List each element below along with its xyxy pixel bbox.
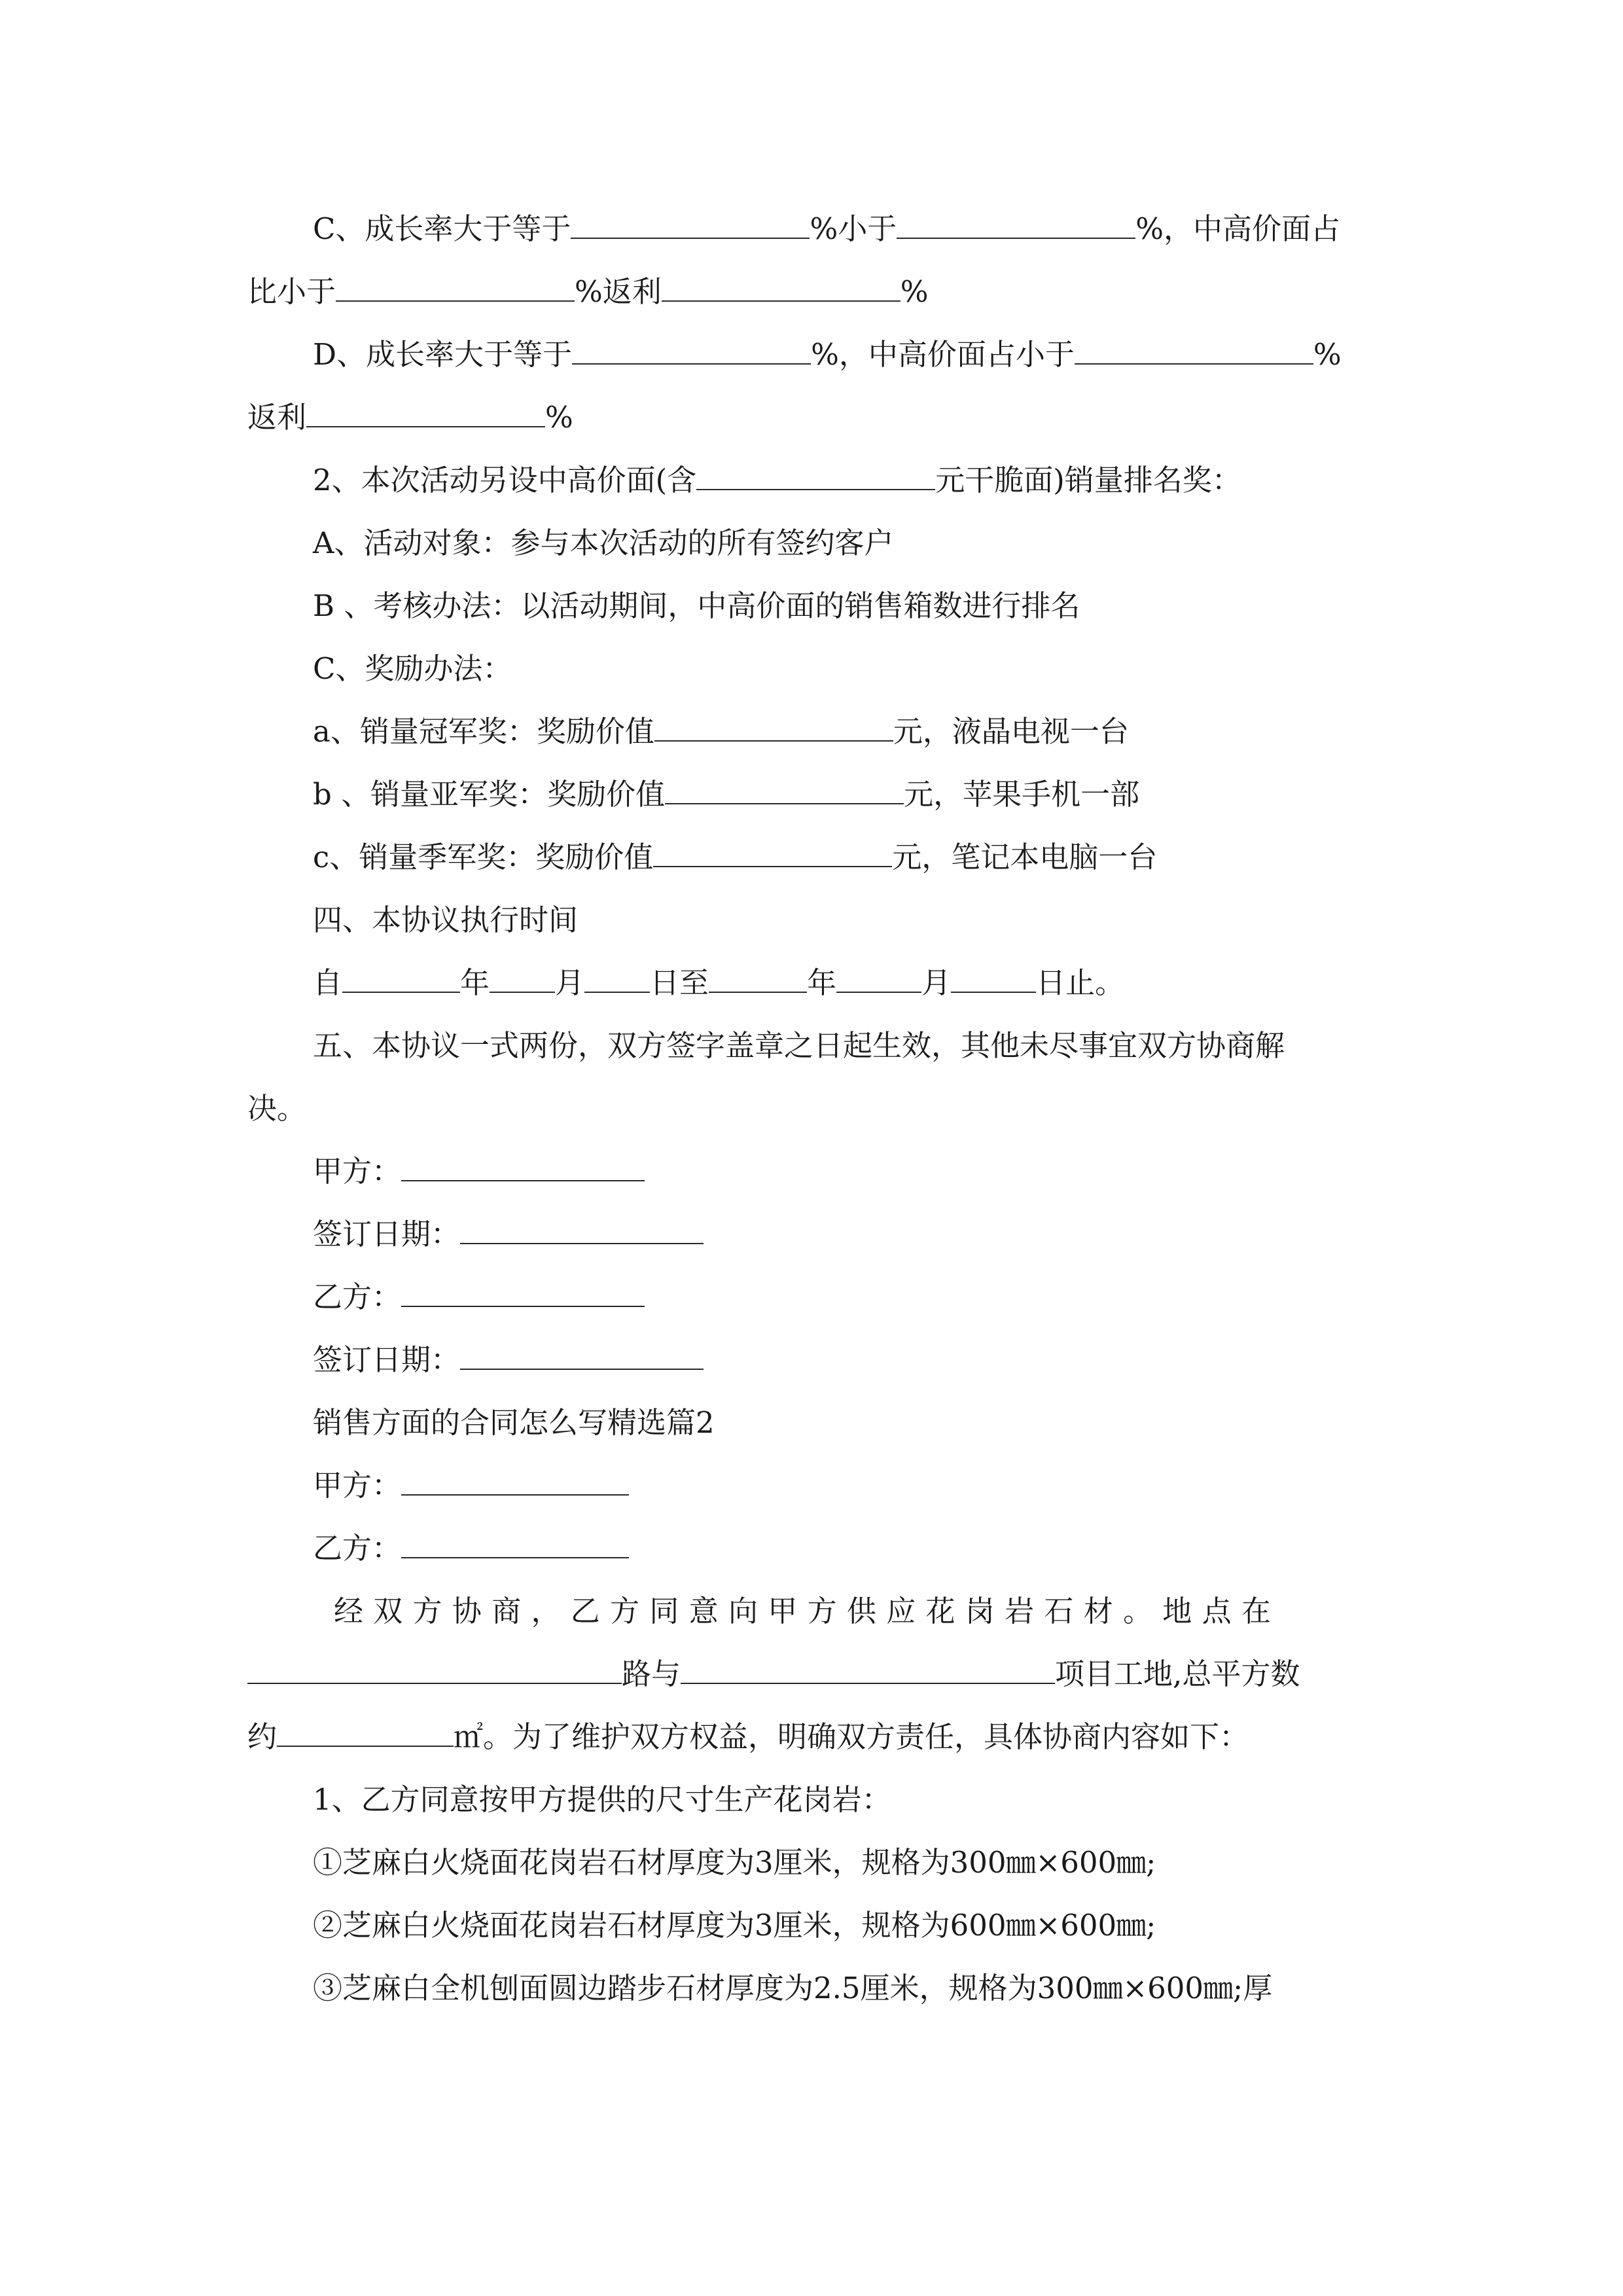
blank[interactable] <box>897 210 1135 239</box>
blank[interactable] <box>306 399 545 427</box>
item-1b: ②芝麻白火烧面花岗岩石材厚度为3厘米，规格为600㎜×600㎜; <box>313 1908 1156 1943</box>
party-b-blank[interactable] <box>401 1530 629 1558</box>
item-1a: ①芝麻白火烧面花岗岩石材厚度为3厘米，规格为300㎜×600㎜; <box>313 1845 1156 1880</box>
line-a: A、活动对象：参与本次活动的所有签约客户 <box>313 526 894 560</box>
line-prize-c: c、销量季军奖：奖励价值 元，笔记本电脑一台 <box>313 840 1158 874</box>
line-d2: 返利 % <box>247 400 573 435</box>
party-a-blank[interactable] <box>401 1153 645 1181</box>
line-prize-b: b 、销量亚军奖：奖励价值 元，苹果手机一部 <box>313 777 1140 812</box>
blank[interactable] <box>1075 336 1313 365</box>
blank[interactable] <box>247 1655 622 1684</box>
line-c2: 比小于 %返利 % <box>247 274 929 309</box>
blank[interactable] <box>584 964 650 993</box>
sign-date-1: 签订日期： <box>313 1215 704 1254</box>
item-1: 1、乙方同意按甲方提供的尺寸生产花岗岩： <box>313 1782 891 1817</box>
blank[interactable] <box>336 273 575 302</box>
blank[interactable] <box>696 461 935 490</box>
party-b-line: 乙方： <box>313 1278 645 1317</box>
party-a-line: 甲方： <box>313 1152 645 1191</box>
line-five-cont: 决。 <box>247 1091 307 1126</box>
blank[interactable] <box>342 964 460 993</box>
line-c: C、奖励办法： <box>313 651 512 686</box>
blank[interactable] <box>836 964 921 993</box>
blank[interactable] <box>665 776 904 804</box>
blank[interactable] <box>572 336 811 365</box>
line-five: 五、本协议一式两份，双方签字盖章之日起生效，其他未尽事宜双方协商解 <box>313 1028 1285 1063</box>
line-section2: 2、本次活动另设中高价面(含 元干脆面)销量排名奖： <box>313 463 1241 497</box>
party-b-blank[interactable] <box>401 1278 645 1307</box>
blank[interactable] <box>490 964 555 993</box>
date-blank[interactable] <box>460 1341 704 1370</box>
sign-date-2: 签订日期： <box>313 1340 704 1380</box>
line-four: 四、本协议执行时间 <box>313 903 579 937</box>
line-b: B 、考核办法：以活动期间，中高价面的销售箱数进行排名 <box>313 588 1080 623</box>
blank[interactable] <box>709 964 807 993</box>
party-b-line-2: 乙方： <box>313 1529 629 1568</box>
negotiation-line-1: 经双方协商，乙方同意向甲方供应花岗岩石材。地点在 <box>334 1594 1281 1628</box>
area-blank[interactable] <box>277 1718 454 1747</box>
party-a-line-2: 甲方： <box>313 1466 629 1505</box>
blank[interactable] <box>681 1655 1055 1684</box>
date-blank[interactable] <box>460 1215 704 1244</box>
line-dates: 自 年 月 日至 年 月 日止。 <box>313 965 1125 1000</box>
line-prize-a: a、销量冠军奖：奖励价值 元，液晶电视一台 <box>313 714 1129 749</box>
item-1c: ③芝麻白全机刨面圆边踏步石材厚度为2.5厘米，规格为300㎜×600㎜;厚 <box>313 1971 1273 2005</box>
line-c1: C、成长率大于等于 %小于 %，中高价面占 <box>313 211 1340 246</box>
negotiation-line-3: 约 ㎡。为了维护双方权益，明确双方责任，具体协商内容如下： <box>247 1719 1249 1754</box>
section-title: 销售方面的合同怎么写精选篇2 <box>313 1405 715 1440</box>
blank[interactable] <box>654 713 893 742</box>
blank[interactable] <box>571 210 810 239</box>
line-d1: D、成长率大于等于 %，中高价面占小于 % <box>313 337 1342 372</box>
party-a-blank[interactable] <box>401 1467 629 1496</box>
blank[interactable] <box>653 838 892 867</box>
blank[interactable] <box>951 964 1036 993</box>
negotiation-line-2: 路与 项目工地,总平方数 <box>247 1655 1300 1694</box>
blank[interactable] <box>662 273 901 302</box>
